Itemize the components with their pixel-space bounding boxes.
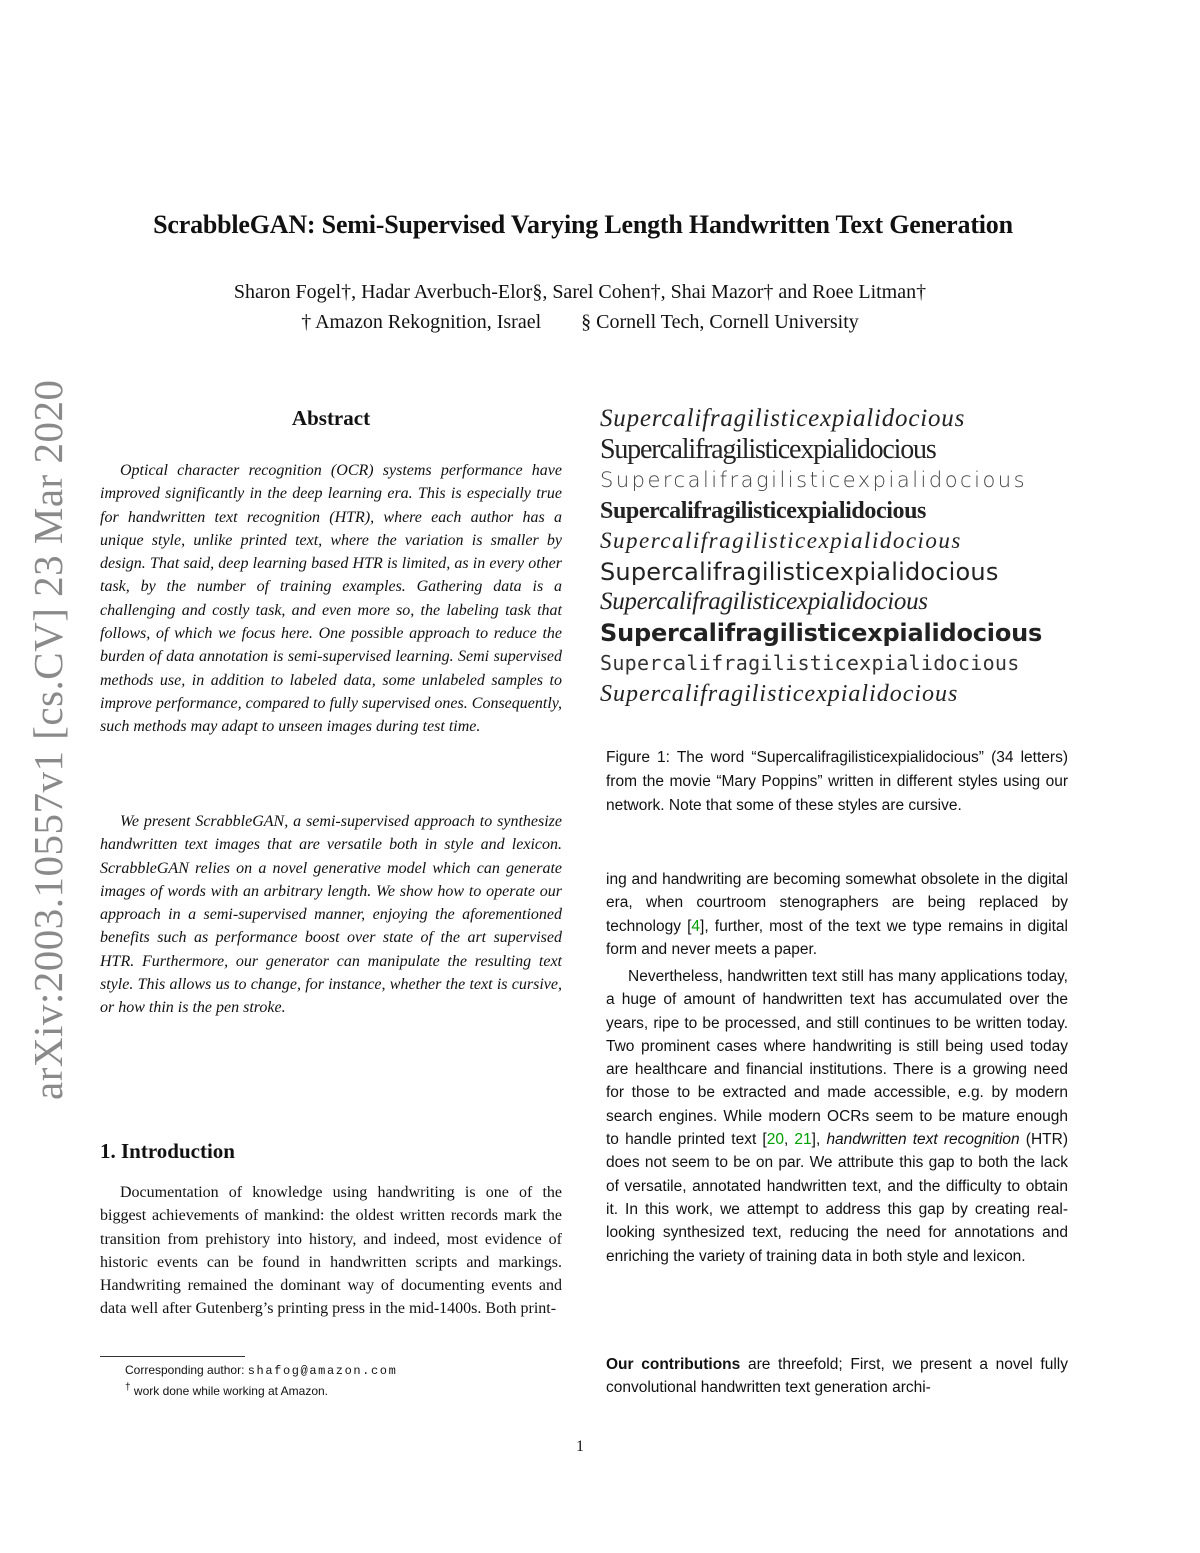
handwriting-sample: Supercalifragilisticexpialidocious: [600, 588, 928, 615]
footnote-corresponding: [100, 1363, 562, 1378]
affiliation-cornell: § Cornell Tech, Cornell University: [581, 311, 859, 333]
footnote-amazon: [100, 1382, 562, 1398]
handwriting-sample: Supercalifragilisticexpialidocious: [600, 434, 936, 465]
contributions-heading: Our contributions: [606, 1356, 741, 1373]
footnote-divider: [100, 1356, 245, 1357]
right-text-2b: ],: [811, 1131, 827, 1149]
contributions-paragraph: [606, 1353, 1068, 1400]
handwriting-sample: Supercalifragilisticexpialidocious: [600, 528, 962, 553]
figure-1-caption: Figure 1: The word “Supercalifragilisticexpialidocious” (34 letters) from the movie “Mary Poppins” written in different styles using our network. Note that some of these styles are cursive.: [606, 749, 1068, 814]
introduction-text-1: Documentation of knowledge using handwriting is one of the biggest achievements of mankind: the oldest written records mark the transition from prehistory into history, and indeed, most evidence of historic events can be found in handwritten scripts and markings. Handwriting remained the dominant way of documenting events and data well after Gutenberg’s printing press in the mid-1400s. Both print-: [100, 1184, 562, 1318]
contributions-text: are threefold; First, we present a novel fully convolutional handwritten text generation archi-: [606, 1356, 1068, 1397]
footnote-amazon-text: work done while working at Amazon.: [130, 1384, 328, 1398]
handwriting-sample: Supercalifragilisticexpialidocious: [600, 651, 1020, 675]
handwriting-sample: Supercalifragilisticexpialidocious: [600, 405, 966, 432]
citation-link-20[interactable]: 20: [766, 1131, 784, 1149]
footnote-mark: †: [125, 1382, 131, 1393]
abstract-paragraph-1: [100, 459, 562, 739]
footnote-corresponding-label: Corresponding author:: [125, 1363, 248, 1377]
affiliation-amazon: † Amazon Rekognition, Israel: [301, 311, 542, 333]
right-text-2c: (HTR) does not seem to be on par. We attribute this gap to both the lack of versatile, annotated handwritten text, and the difficulty to obtain it. In this work, we attempt to address this gap by creating real-looking synthesized text, reducing the need for annotations and enriching the variety of training data in both style and lexicon.: [606, 1131, 1068, 1265]
paper-title: ScrabbleGAN: Semi-Supervised Varying Length Handwritten Text Generation: [153, 210, 1013, 239]
citation-link-4[interactable]: 4: [691, 917, 701, 935]
htr-term: handwritten text recognition: [826, 1131, 1020, 1149]
right-paragraph-2: [606, 965, 1068, 1268]
abstract-text-1: Optical character recognition (OCR) systems performance have improved significantly in the deep learning era. This is especially true for handwritten text recognition (HTR), where each author has a unique style, unlike printed text, where the variation is smaller by design. That said, deep learning based HTR is limited, as in every other task, by the number of training examples. Gathering data is a challenging and costly task, and even more so, the labeling task that follows, of which we focus here. One possible approach to reduce the burden of data annotation is semi-supervised learning. Semi supervised methods use, in addition to labeled data, some unlabeled samples to improve performance, compared to fully supervised ones. Consequently, such methods may adapt to unseen images during test time.: [100, 462, 562, 736]
corresponding-email[interactable]: shafog@amazon.com: [247, 1364, 398, 1378]
figure-1-handwriting-samples: [600, 404, 1070, 709]
handwriting-sample: Supercalifragilisticexpialidocious: [600, 557, 999, 586]
abstract-paragraph-2: [100, 810, 562, 1020]
handwriting-sample: Supercalifragilisticexpialidocious: [600, 618, 1043, 647]
right-paragraph-1: [606, 868, 1068, 961]
page-number: 1: [576, 1438, 584, 1455]
right-text-2a: Nevertheless, handwritten text still has many applications today, a huge of amount of handwritten text has accumulated over the years, ripe to be processed, and still continues to be written today. Two prominent cases where handwriting is still being used today are healthcare and financial institutions. There is a growing need for those to be extracted and made accessible, e.g. by modern search engines. While modern OCRs seem to be mature enough to handle printed text [: [606, 968, 1068, 1149]
abstract-text-2: We present ScrabbleGAN, a semi-supervised approach to synthesize handwritten text images that are versatile both in style and lexicon. ScrabbleGAN relies on a novel generative model which can generate images of words with an arbitrary length. We show how to operate our approach in a semi-supervised manner, enjoying the aforementioned benefits such as performance boost over state of the art supervised HTR. Furthermore, our generator can manipulate the resulting text style. This allows us to change, for instance, whether the text is cursive, or how thin is the pen stroke.: [100, 813, 562, 1017]
handwriting-sample: Supercalifragilisticexpialidocious: [600, 468, 1028, 492]
citation-link-21[interactable]: 21: [794, 1131, 812, 1149]
citation-separator: ,: [783, 1131, 795, 1149]
introduction-heading: 1. Introduction: [100, 1139, 235, 1163]
right-text-1b: ], further, most of the text we type remains in digital form and never meets a paper.: [606, 917, 1068, 958]
handwriting-sample: Supercalifragilisticexpialidocious: [600, 680, 959, 707]
introduction-paragraph-1: [100, 1181, 562, 1321]
author-list: Sharon Fogel†, Hadar Averbuch-Elor§, Sarel Cohen†, Shai Mazor† and Roee Litman†: [233, 281, 927, 303]
affiliations: [0, 311, 1160, 334]
right-text-1a: ing and handwriting are becoming somewhat obsolete in the digital era, when courtroom stenographers are being replaced by technology [: [606, 871, 1068, 935]
handwriting-sample: Supercalifragilisticexpialidocious: [600, 497, 926, 524]
abstract-heading: Abstract: [291, 406, 371, 430]
arxiv-watermark: arXiv:2003.10557v1 [cs.CV] 23 Mar 2020: [25, 379, 71, 1100]
